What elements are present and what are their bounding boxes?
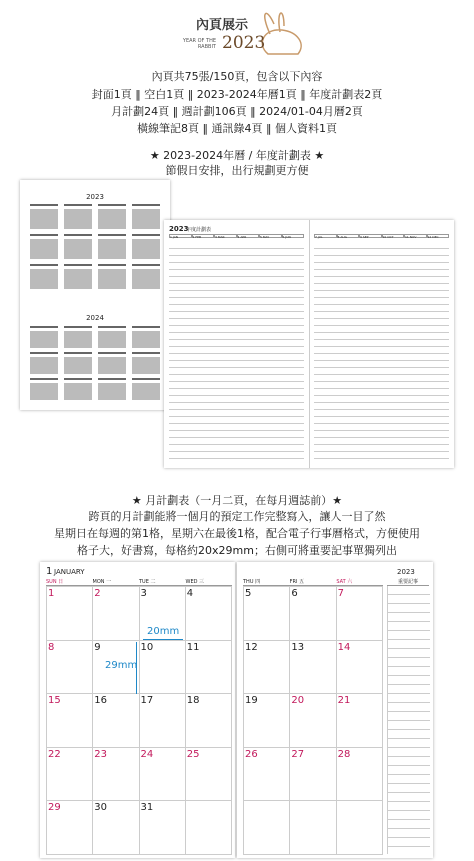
weekday-tue: TUE 二 [139,579,156,585]
day-cell: 12 [244,641,290,695]
section2-line-1: 跨頁的月計劃能將一個月的預定工作完整寫入，讓人一目了然 [88,510,386,523]
year-label-2024: 2024 [86,314,104,322]
notes-header: 重要記事 [387,578,429,586]
logo-title: 內頁展示 [196,18,249,33]
weekday-header-left [46,578,232,586]
annual-left-rows [169,242,304,462]
month-header: 2 FEB [192,234,215,238]
width-annotation: 20mm [147,626,180,637]
day-cell: 4 [186,587,232,641]
day-cell: 29 [47,801,93,855]
month-number: 1 [46,566,53,577]
annual-right-rows [314,242,449,462]
month-name: JANUARY [54,568,85,576]
day-cell: 16 [93,694,139,748]
logo [180,4,310,60]
section1-subtitle: 節假日安排，出行規劃更方便 [165,164,309,177]
day-cell: 28 [337,748,383,802]
month-header: 11 NOV [404,234,427,238]
day-cell: 3 [140,587,186,641]
day-cell: 6 [290,587,336,641]
day-cell: 14 [337,641,383,695]
annual-plan-spread [164,220,454,468]
intro-line-4: 橫線筆記8頁 ‖ 通訊錄4頁 ‖ 個人資料1頁 [137,122,337,135]
day-cell: 23 [93,748,139,802]
day-cell: 30 [93,801,139,855]
day-cell: 22 [47,748,93,802]
day-cell-empty [337,801,383,855]
month-header: 4 APR [237,234,260,238]
day-cell: 7 [337,587,383,641]
section1-title: ★ 2023-2024年曆 / 年度計劃表 ★ [149,149,325,162]
notes-lines [387,586,430,854]
intro-line-3: 月計劃24頁 ‖ 週計劃106頁 ‖ 2024/01-04月曆2頁 [111,105,363,118]
weekday-fri: FRI 五 [289,579,305,585]
weekday-sun: SUN 日 [46,579,64,585]
monthly-year: 2023 [397,568,415,576]
day-cell: 21 [337,694,383,748]
weekday-thu: THU 四 [243,579,261,585]
day-cell: 9 [93,641,139,695]
calendar-2024-grid [30,326,162,414]
logo-subtitle: YEAR OF THE RABBIT [182,38,216,50]
month-header: 9 SEP [359,234,382,238]
day-cell: 20 [290,694,336,748]
annual-right-months [314,234,449,238]
day-cell: 24 [140,748,186,802]
weekday-wed: WED 三 [185,579,205,585]
month-header: 5 MAY [259,234,282,238]
month-header: 10 OCT [382,234,405,238]
day-cell: 10 [140,641,186,695]
month-header: 8 AUG [337,234,360,238]
monthly-right-page [237,562,433,858]
day-cell: 2 [93,587,139,641]
month-header: 3 MAR [214,234,237,238]
day-cell: 1 [47,587,93,641]
day-cell: 8 [47,641,93,695]
month-header: 1 JAN [169,234,192,238]
day-cell: 15 [47,694,93,748]
width-measure-line [143,639,183,640]
day-cell: 27 [290,748,336,802]
annual-plan-year: 2023 [169,225,189,233]
day-cell: 18 [186,694,232,748]
height-annotation: 29mm [105,660,138,671]
section2-title: ★ 月計劃表（一月二頁，在每月週誌前）★ [131,494,343,507]
day-cell: 17 [140,694,186,748]
annual-left-months [169,234,304,238]
annual-plan-title: 年度計劃表 [186,227,212,233]
weekday-header-right [243,578,383,586]
intro-line-1: 內頁共75張/150頁，包含以下內容 [151,70,323,83]
day-cell: 11 [186,641,232,695]
month-header: 12 DEC [427,234,450,238]
day-cell: 26 [244,748,290,802]
intro-line-2: 封面1頁 ‖ 空白1頁 ‖ 2023-2024年曆1頁 ‖ 年度計劃表2頁 [91,88,383,101]
day-cell: 5 [244,587,290,641]
month-grid-left [46,586,232,854]
day-cell: 19 [244,694,290,748]
monthly-left-page [40,562,235,858]
weekday-sat: SAT 六 [336,579,353,585]
section2-line-3: 格子大，好書寫，每格約20x29mm；右側可將重要記事單獨列出 [77,544,397,557]
year-label-2023: 2023 [86,193,104,201]
day-cell-empty [290,801,336,855]
month-grid-right [243,586,383,854]
day-cell: 25 [186,748,232,802]
calendar-2023-grid [30,204,162,292]
day-cell: 31 [140,801,186,855]
day-cell: 13 [290,641,336,695]
section2-line-2: 星期日在每週的第1格，星期六在最後1格，配合電子行事曆格式，方便使用 [54,527,420,540]
day-cell-empty [244,801,290,855]
logo-year: 2023 [222,33,266,53]
yearly-calendar-page [20,180,170,410]
month-header: 7 JUL [314,234,337,238]
weekday-mon: MON 一 [92,579,112,585]
spread-fold [309,220,310,468]
day-cell [186,801,232,855]
month-header: 6 JUN [282,234,305,238]
